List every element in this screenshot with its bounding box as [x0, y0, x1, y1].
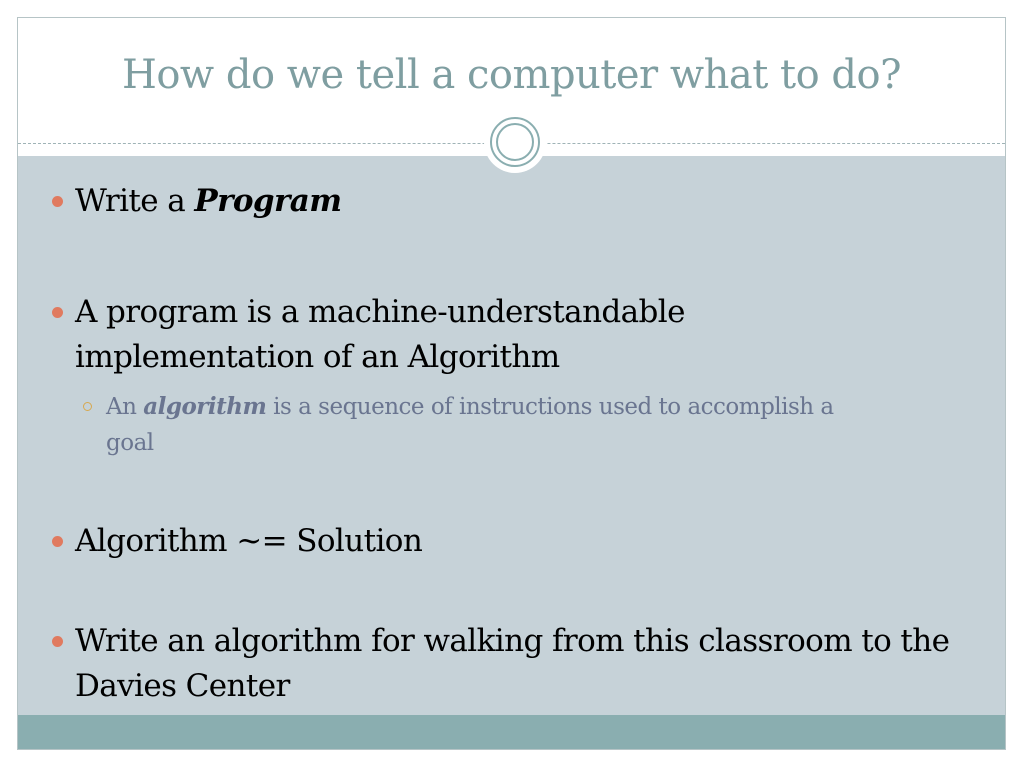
- bullet-text: A program is a machine-understandable implementation of an Algorithm: [75, 294, 685, 375]
- bullet-algorithm-solution: [75, 519, 935, 564]
- sub-bullet-ring-icon: [83, 402, 92, 411]
- sub-bullet-emphasis: algorithm: [143, 393, 267, 420]
- bullet-write-program: [75, 179, 935, 224]
- bullet-walking-algorithm: [75, 619, 975, 709]
- bullet-emphasis: Program: [194, 183, 342, 219]
- bullet-dot-icon: [52, 536, 63, 547]
- ornament-outer-ring: [490, 117, 540, 167]
- bullet-dot-icon: [52, 196, 63, 207]
- slide-title: How do we tell a computer what to do?: [121, 52, 902, 98]
- sub-bullet-text-after: is a sequence of instructions used to accomplish a goal: [106, 394, 834, 456]
- bullet-dot-icon: [52, 307, 63, 318]
- bullet-program-definition: [75, 290, 795, 380]
- title-ornament-icon: [484, 111, 546, 173]
- footer-band: [18, 715, 1005, 749]
- bullet-dot-icon: [52, 636, 63, 647]
- bullet-text: Write a: [75, 183, 195, 219]
- bullet-text: Write an algorithm for walking from this classroom to the Davies Center: [75, 623, 950, 704]
- sub-bullet-text-before: An: [106, 394, 144, 420]
- slide: [17, 17, 1006, 750]
- bullet-text: Algorithm ~= Solution: [75, 523, 423, 559]
- sub-bullet-algorithm-definition: [106, 389, 866, 461]
- ornament-inner-ring: [496, 123, 534, 161]
